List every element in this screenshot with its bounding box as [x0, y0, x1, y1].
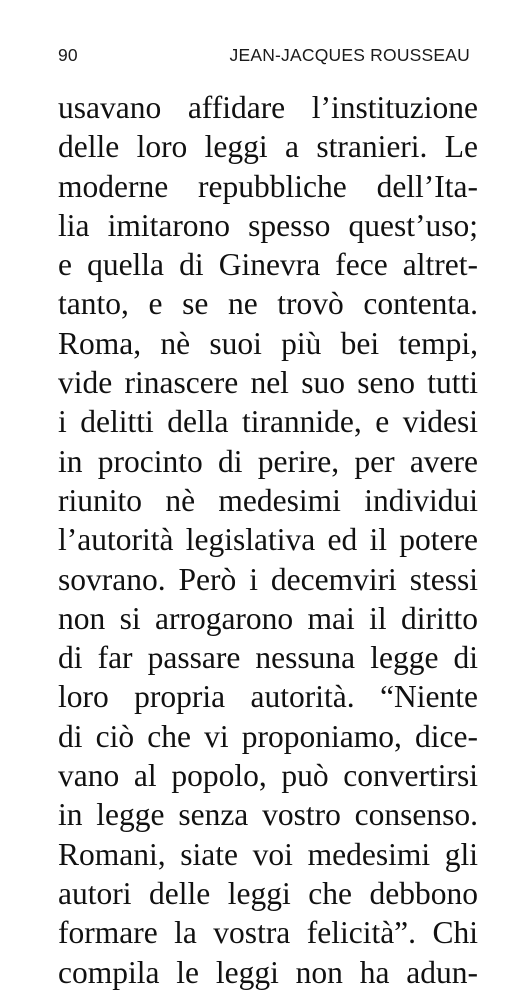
text-line: delle loro leggi a stranieri. Le	[58, 129, 478, 165]
text-line: Roma, nè suoi più bei tempi,	[58, 325, 478, 361]
text-line: i delitti della tirannide, e videsi	[58, 404, 478, 440]
text-line: sovrano. Però i decemviri stessi	[58, 561, 478, 597]
text-line: usavano affidare l’instituzione	[58, 90, 478, 125]
text-line: autori delle leggi che debbono	[58, 875, 478, 911]
text-line: formare la vostra felicità”. Chi	[58, 915, 478, 951]
text-line: lia imitarono spesso quest’uso;	[58, 207, 478, 243]
text-line: non si arrogarono mai il diritto	[58, 600, 478, 636]
text-line: riunito nè medesimi individui	[58, 482, 478, 518]
text-line: in procinto di perire, per avere	[58, 443, 478, 479]
body-text	[58, 88, 478, 992]
text-line: l’autorità legislativa ed il potere	[58, 522, 478, 558]
text-line: in legge senza vostro consenso.	[58, 797, 478, 833]
text-line: e quella di Ginevra fece altret-	[58, 247, 478, 283]
text-line: loro propria autorità. “Niente	[58, 679, 478, 715]
text-line: vide rinascere nel suo seno tutti	[58, 365, 478, 401]
text-line: moderne repubbliche dell’Ita-	[58, 168, 478, 204]
text-line: compila le leggi non ha adun-	[58, 954, 478, 990]
text-line: di far passare nessuna legge di	[58, 640, 478, 676]
running-title: JEAN-JACQUES ROUSSEAU	[229, 45, 470, 65]
text-line: tanto, e se ne trovò contenta.	[58, 286, 478, 322]
text-line: vano al popolo, può convertirsi	[58, 758, 478, 794]
running-head	[58, 41, 470, 65]
text-line: Romani, siate voi medesimi gli	[58, 836, 478, 872]
page-number: 90	[58, 45, 78, 65]
text-line: di ciò che vi proponiamo, dice-	[58, 718, 478, 754]
